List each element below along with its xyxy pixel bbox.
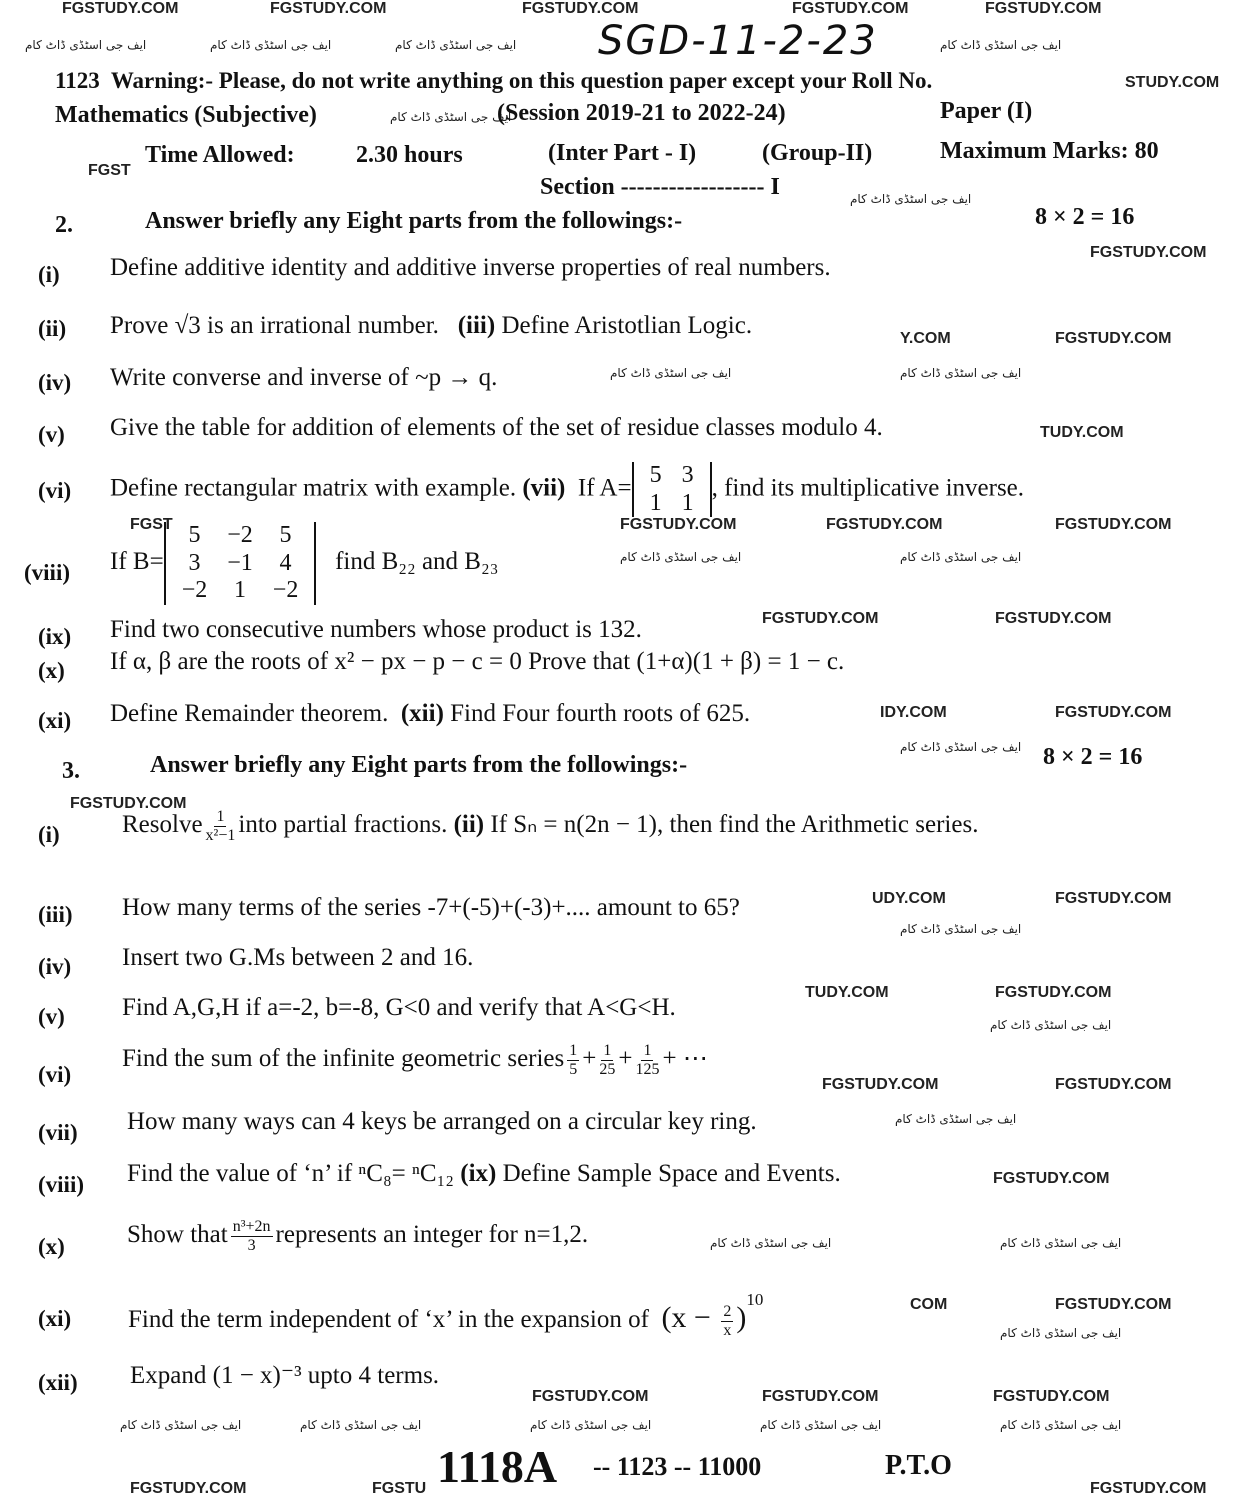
numerator: 1 [603,1042,612,1059]
q3-label: (v) [38,1004,65,1029]
time-label: Time Allowed: [145,142,295,168]
watermark: FGSTUDY.COM [993,1170,1110,1187]
watermark: FGSTUDY.COM [1055,704,1172,721]
q2-part [110,700,750,728]
subject: Mathematics (Subjective) [55,102,317,128]
watermark: FGSTUDY.COM [1055,890,1172,907]
urdu-watermark: ایف جی اسٹڈی ڈاٹ کام [1000,1326,1122,1340]
urdu-watermark: ایف جی اسٹڈی ڈاٹ کام [710,1236,832,1250]
exponent: 10 [746,1290,764,1309]
urdu-watermark: ایف جی اسٹڈی ڈاٹ کام [760,1418,882,1432]
watermark: FGSTUDY.COM [1090,1480,1207,1497]
plus-sign: + [618,1044,633,1072]
watermark: COM [910,1296,948,1313]
watermark: FGSTUDY.COM [1055,516,1172,533]
q3-instruction: Answer briefly any Eight parts from the followings:- [150,752,688,778]
matrix-cell: −2 [181,577,208,604]
group: (Group-II) [762,140,873,166]
watermark: FGSTUDY.COM [1055,1076,1172,1093]
watermark: FGSTUDY.COM [70,795,187,812]
q2-label: (ii) [38,316,67,341]
q2-part-text: find B₂₂ and B₂₃ [335,548,499,576]
q3-marks: 8 × 2 = 16 [1043,744,1143,770]
q2-part-text: Define Remainder theorem. [110,700,389,727]
maximum-marks: Maximum Marks: 80 [940,138,1159,164]
q2-part [110,522,498,605]
urdu-watermark: ایف جی اسٹڈی ڈاٹ کام [900,740,1022,754]
q2-number: 2. [55,212,73,238]
watermark: FGSTUDY.COM [993,1388,1110,1405]
fraction [206,808,236,844]
q3-part: Expand (1 − x)⁻³ upto 4 terms. [130,1362,440,1389]
q2-part: Find two consecutive numbers whose product is 132. [110,616,642,643]
watermark: FGSTU [372,1480,427,1497]
watermark: FGSTUDY.COM [1055,1296,1172,1313]
q3-label: (xii) [38,1370,78,1395]
urdu-watermark: ایف جی اسٹڈی ڈاٹ کام [900,366,1022,380]
numerator: n³+2n [232,1218,271,1235]
matrix-cell: 5 [649,462,662,488]
q2-label: (viii) [24,560,70,585]
q2-part-text: Find Four fourth roots of 625. [450,700,751,727]
q2-marks: 8 × 2 = 16 [1035,204,1135,230]
q2-label: (xi) [38,708,72,733]
q3-part-text: Find the value of ‘n’ if ⁿC₈= ⁿC₁₂ [127,1160,455,1187]
q3-label: (xi) [38,1306,72,1331]
urdu-watermark: ایف جی اسٹڈی ڈاٹ کام [620,550,742,564]
q3-label: (viii) [38,1172,84,1197]
matrix-cell: 1 [234,577,246,604]
matrix-cell: 3 [681,462,694,488]
watermark: FGSTUDY.COM [995,610,1112,627]
q2-part [110,312,752,340]
q2-label: (v) [38,422,65,447]
q3-part-text: Find the term independent of ‘x’ in the expansion of [128,1306,649,1333]
matrix-cell: −2 [227,522,253,548]
part: (Inter Part - I) [548,140,697,166]
q3-part-text: Resolve [122,810,203,838]
q2-sublabel: (vii) [522,474,566,502]
numerator: 1 [569,1042,578,1059]
q3-part-text: into partial fractions. [238,810,448,838]
q3-label: (vii) [38,1120,78,1145]
q3-part: How many ways can 4 keys be arranged on a circular key ring. [127,1108,757,1135]
denominator: 125 [635,1060,660,1078]
q3-part-text: Define Sample Space and Events. [502,1160,841,1187]
q3-sublabel: (ix) [460,1160,497,1187]
q2-part-text: Define Aristotlian Logic. [501,312,753,339]
q2-part: Give the table for addition of elements of the set of residue classes modulo 4. [110,414,883,441]
matrix-cell: 3 [188,549,201,576]
watermark: FGSTUDY.COM [522,0,639,17]
watermark: FGSTUDY.COM [822,1076,939,1093]
urdu-watermark: ایف جی اسٹڈی ڈاٹ کام [990,1018,1112,1032]
urdu-watermark: ایف جی اسٹڈی ڈاٹ کام [395,38,517,52]
watermark: TUDY.COM [1040,424,1124,441]
denominator: 25 [599,1060,616,1078]
urdu-watermark: ایف جی اسٹڈی ڈاٹ کام [390,110,512,124]
q2-part [110,462,1024,517]
q2-label: (vi) [38,478,72,503]
watermark: STUDY.COM [1125,74,1220,91]
matrix-cell: 1 [649,489,662,516]
q2-part: Write converse and inverse of ~p → q. [110,364,498,391]
urdu-watermark: ایف جی اسٹڈی ڈاٹ کام [1000,1418,1122,1432]
warning-text: Warning:- Please, do not write anything on this question paper except your Roll No. [110,68,933,93]
q2-label: (i) [38,262,60,287]
fraction [599,1042,615,1078]
q3-label: (x) [38,1234,65,1259]
watermark: FGSTUDY.COM [762,1388,879,1405]
q2-label: (ix) [38,624,72,649]
footer-codes: -- 1123 -- 11000 [593,1452,762,1481]
watermark: UDY.COM [872,890,946,907]
q3-part [127,1218,588,1254]
watermark: FGSTUDY.COM [985,0,1102,17]
denominator: x [723,1321,732,1339]
urdu-watermark: ایف جی اسٹڈی ڈاٹ کام [850,192,972,206]
fraction [721,1303,733,1339]
urdu-watermark: ایف جی اسٹڈی ڈاٹ کام [1000,1236,1122,1250]
q2-part: Define additive identity and additive inverse properties of real numbers. [110,254,831,281]
paper-code: 1123 [55,68,100,93]
watermark: FGSTUDY.COM [62,0,179,17]
urdu-watermark: ایف جی اسٹڈی ڈاٹ کام [300,1418,422,1432]
watermark: IDY.COM [880,704,947,721]
numerator: 2 [723,1303,732,1321]
q3-part: Find A,G,H if a=-2, b=-8, G<0 and verify that A<G<H. [122,994,676,1021]
q2-part-text: Prove √3 is an irrational number. [110,312,439,339]
matrix-cell: 1 [681,489,694,516]
q3-part [122,808,978,844]
denominator: x²−1 [205,826,236,844]
matrix-cell: 4 [279,549,292,576]
paper-number: Paper (I) [940,98,1033,124]
q2-label: (x) [38,658,65,683]
q3-sublabel: (ii) [453,810,485,838]
fraction [635,1042,659,1078]
fraction [567,1042,579,1078]
q3-part [122,1042,708,1078]
watermark: FGSTUDY.COM [270,0,387,17]
q3-label: (i) [38,822,60,847]
matrix-cell: −2 [272,577,299,604]
watermark: FGSTUDY.COM [792,0,909,17]
q3-part-text: + ⋯ [662,1044,708,1072]
q3-label: (vi) [38,1062,72,1087]
q3-number: 3. [62,758,80,784]
q2-label: (iv) [38,370,72,395]
urdu-watermark: ایف جی اسٹڈی ڈاٹ کام [940,38,1062,52]
watermark: FGSTUDY.COM [995,984,1112,1001]
watermark: FGSTUDY.COM [762,610,879,627]
time-value: 2.30 hours [356,142,463,168]
watermark: Y.COM [900,330,951,347]
q3-part-text: represents an integer for n=1,2. [275,1220,589,1248]
watermark: FGSTUDY.COM [1055,330,1172,347]
q3-part-text: Show that [127,1220,228,1248]
q2-part-text: , find its multiplicative inverse. [711,474,1025,502]
q2-part: If α, β are the roots of x² − px − p − c = 0 Prove that (1+α)(1 + β) = 1 − c. [110,648,845,675]
q2-part-text: If A= [577,474,632,502]
watermark: FGST [130,516,173,533]
watermark: FGSTUDY.COM [532,1388,649,1405]
denominator: 3 [247,1236,256,1254]
urdu-watermark: ایف جی اسٹڈی ڈاٹ کام [900,550,1022,564]
q2-instruction: Answer briefly any Eight parts from the followings:- [145,208,683,234]
matrix-cell: −1 [227,549,253,576]
q3-part [128,1290,763,1339]
q3-part-text: If Sₙ = n(2n − 1), then find the Arithmetic series. [490,810,979,838]
session: (Session 2019-21 to 2022-24) [497,100,786,126]
q3-part [127,1160,841,1188]
q2-sublabel: (iii) [457,312,496,339]
fraction [231,1218,273,1254]
q3-label: (iv) [38,954,72,979]
plus-sign: + [582,1044,597,1072]
watermark: TUDY.COM [805,984,889,1001]
pto: P.T.O [885,1450,952,1481]
expression: (x − [661,1301,719,1334]
watermark: FGSTUDY.COM [620,516,737,533]
handwritten-code: SGD-11-2-23 [598,18,878,64]
q2-sublabel: (xii) [400,700,444,727]
watermark: FGSTUDY.COM [826,516,943,533]
q3-part: How many terms of the series -7+(-5)+(-3)+.... amount to 65? [122,894,740,921]
expression: ) [736,1301,747,1334]
numerator: 1 [216,808,225,825]
section-heading: Section ------------------ I [540,174,780,200]
matrix-cell: 5 [279,522,292,548]
urdu-watermark: ایف جی اسٹڈی ڈاٹ کام [25,38,147,52]
denominator: 5 [569,1060,578,1078]
warning-line [55,68,932,94]
watermark: FGSTUDY.COM [130,1480,247,1497]
matrix-a [632,462,712,517]
urdu-watermark: ایف جی اسٹڈی ڈاٹ کام [210,38,332,52]
q3-part-text: Find the sum of the infinite geometric series [122,1044,565,1072]
urdu-watermark: ایف جی اسٹڈی ڈاٹ کام [900,922,1022,936]
urdu-watermark: ایف جی اسٹڈی ڈاٹ کام [530,1418,652,1432]
footer-code: 1118A [437,1441,558,1492]
q2-part-text: If B= [110,548,164,576]
watermark: FGST [88,162,131,179]
urdu-watermark: ایف جی اسٹڈی ڈاٹ کام [895,1112,1017,1126]
q2-part-text: Define rectangular matrix with example. [110,474,517,502]
numerator: 1 [643,1042,652,1059]
urdu-watermark: ایف جی اسٹڈی ڈاٹ کام [120,1418,242,1432]
urdu-watermark: ایف جی اسٹڈی ڈاٹ کام [610,366,732,380]
watermark: FGSTUDY.COM [1090,244,1207,261]
matrix-cell: 5 [188,522,201,548]
q3-label: (iii) [38,902,73,927]
matrix-b [164,522,317,605]
q3-part: Insert two G.Ms between 2 and 16. [122,944,474,971]
